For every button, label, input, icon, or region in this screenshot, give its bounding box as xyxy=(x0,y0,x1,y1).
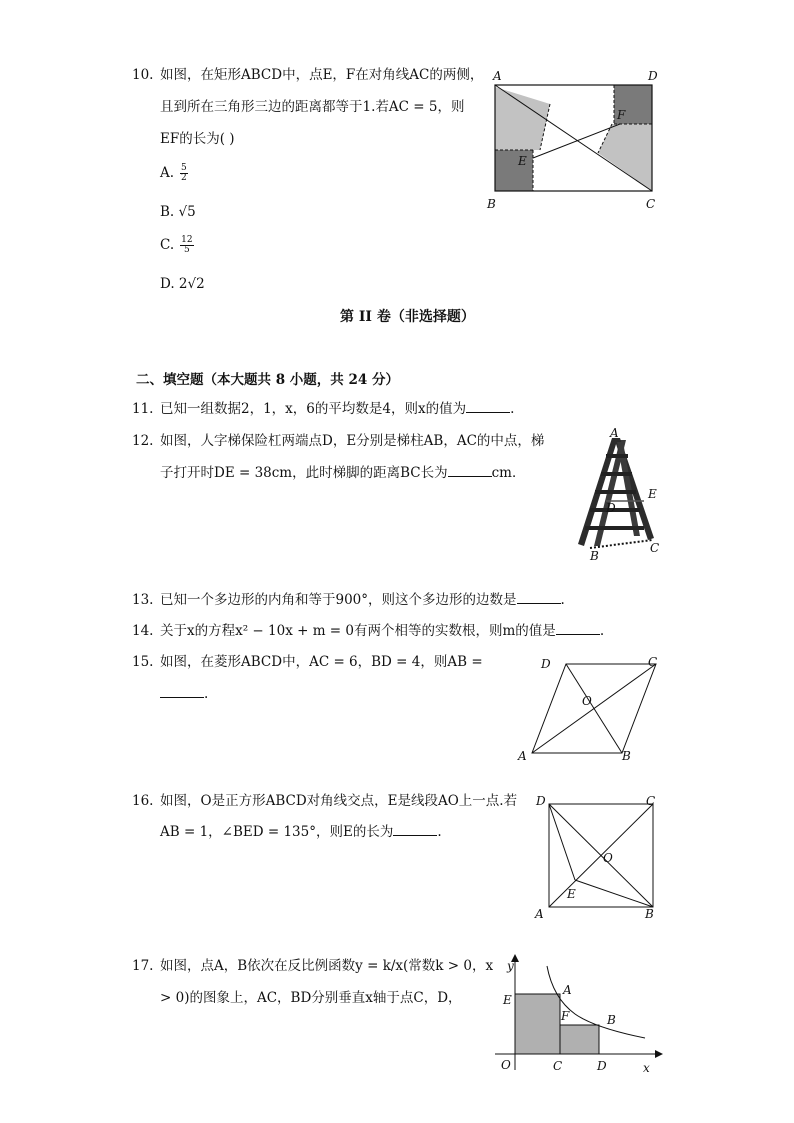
q16-label-o: O xyxy=(603,851,613,865)
q17-label-y: y xyxy=(507,959,514,973)
q17-line1: 如图，点A，B依次在反比例函数y = k/x(常数k > 0，x xyxy=(160,958,494,974)
q12-number: 12. xyxy=(132,433,154,449)
q11-period: . xyxy=(510,401,515,417)
q15-number: 15. xyxy=(132,654,154,670)
q10-option-a xyxy=(160,164,188,183)
q17-label-c: C xyxy=(553,1059,563,1073)
q15-answer-blank[interactable] xyxy=(160,685,204,698)
q16-segment-de xyxy=(549,804,575,880)
q15-period: . xyxy=(204,686,209,702)
q17-label-o: O xyxy=(501,1058,511,1072)
q17-x-axis-arrow-icon xyxy=(655,1050,663,1058)
q10-option-a-numerator: 5 xyxy=(181,163,187,173)
q17-label-e: E xyxy=(503,993,512,1007)
q10-line3: EF的长为( ) xyxy=(160,131,235,147)
q10-rectangle-figure xyxy=(480,62,670,212)
q13-period: . xyxy=(560,592,565,608)
q14-answer-blank[interactable] xyxy=(556,622,600,635)
q14-number: 14. xyxy=(132,623,154,639)
q13-text-body: 已知一个多边形的内角和等于900°，则这个多边形的边数是 xyxy=(160,592,517,608)
q10-option-a-label: A. xyxy=(160,165,175,181)
q12-label-b: B xyxy=(590,549,599,563)
q17-rect-oeac xyxy=(515,994,560,1054)
q15-label-a: A xyxy=(518,749,527,763)
q10-shaded-right-triangle xyxy=(598,124,652,191)
q17-line2: > 0)的图象上，AC，BD分别垂直x轴于点C，D， xyxy=(160,990,462,1006)
q10-dark-square-e xyxy=(495,150,533,191)
q16-period: . xyxy=(437,824,442,840)
q16-label-c: C xyxy=(646,794,656,808)
q10-label-f: F xyxy=(617,108,626,122)
q12-answer-blank[interactable] xyxy=(448,464,492,477)
q16-label-b: B xyxy=(645,907,654,921)
q16-line1: 如图，O是正方形ABCD对角线交点，E是线段AO上一点.若 xyxy=(160,793,518,809)
q14-text-body: 关于x的方程x² − 10x + m = 0有两个相等的实数根，则m的值是 xyxy=(160,623,556,639)
q12-label-a: A xyxy=(610,426,619,440)
q14-period: . xyxy=(599,623,605,639)
q15-label-o: O xyxy=(582,694,592,708)
q15-label-b: B xyxy=(622,749,631,763)
q12-line2 xyxy=(160,464,526,482)
q12-unit: cm． xyxy=(491,465,526,481)
q10-option-b: B. √5 xyxy=(160,204,196,220)
q10-line2: 且到所在三角形三边的距离都等于1.若AC = 5，则 xyxy=(160,99,465,115)
q15-rhombus-figure xyxy=(510,650,670,765)
q16-label-a: A xyxy=(535,907,544,921)
q16-number: 16. xyxy=(132,793,154,809)
q10-option-d: D. 2√2 xyxy=(160,276,205,292)
q17-rect-cfbd xyxy=(560,1025,599,1054)
q10-option-c-numerator: 12 xyxy=(181,235,193,245)
q17-label-f: F xyxy=(561,1009,570,1023)
q16-line2-body: AB = 1，∠BED = 135°，则E的长为 xyxy=(160,824,394,840)
q17-label-a: A xyxy=(563,983,572,997)
q10-label-e: E xyxy=(518,154,527,168)
q13-answer-blank[interactable] xyxy=(517,591,561,604)
q10-label-a: A xyxy=(493,69,502,83)
q14-text xyxy=(160,622,604,640)
q12-line1: 如图，人字梯保险杠两端点D，E分别是梯柱AB，AC的中点，梯 xyxy=(160,433,545,449)
q10-label-b: B xyxy=(487,197,496,211)
q10-option-c xyxy=(160,236,194,255)
q16-square-figure xyxy=(530,792,670,922)
q16-line2 xyxy=(160,823,442,841)
q11-answer-blank[interactable] xyxy=(466,400,510,413)
q10-option-c-denominator: 5 xyxy=(184,245,190,255)
q16-segment-eb xyxy=(575,880,653,907)
q10-label-d: D xyxy=(648,69,658,83)
part-two-title: 第 II 卷（非选择题） xyxy=(340,309,475,325)
q10-line1: 如图，在矩形ABCD中，点E，F在对角线AC的两侧， xyxy=(160,67,484,83)
q10-number: 10. xyxy=(132,67,154,83)
q15-label-d: D xyxy=(541,657,551,671)
q16-label-d: D xyxy=(536,794,546,808)
q15-line1: 如图，在菱形ABCD中，AC = 6，BD = 4，则AB = xyxy=(160,654,483,670)
q15-diagonal-bd xyxy=(566,664,622,753)
q12-label-c: C xyxy=(650,541,660,555)
q15-label-c: C xyxy=(648,655,658,669)
q11-number: 11. xyxy=(132,401,154,417)
q17-hyperbola-figure xyxy=(495,952,665,1077)
q12-label-e: E xyxy=(648,487,657,501)
q17-number: 17. xyxy=(132,958,154,974)
q17-label-b: B xyxy=(607,1013,616,1027)
q15-line2 xyxy=(160,685,208,703)
q11-text-body: 已知一组数据2，1，x，6的平均数是4，则x的值为 xyxy=(160,401,467,417)
q12-line2-body: 子打开时DE = 38cm，此时梯脚的距离BC长为 xyxy=(160,465,448,481)
q13-number: 13. xyxy=(132,592,154,608)
q17-label-x: x xyxy=(643,1061,650,1075)
q10-label-c: C xyxy=(646,197,656,211)
q10-option-c-label: C. xyxy=(160,237,175,253)
q16-answer-blank[interactable] xyxy=(393,823,437,836)
q13-text xyxy=(160,591,565,609)
q12-ladder-figure xyxy=(570,428,670,568)
section-fill-in-heading: 二、填空题（本大题共 8 小题，共 24 分） xyxy=(136,372,399,388)
q11-text xyxy=(160,400,514,418)
q10-option-a-denominator: 2 xyxy=(181,173,187,183)
q12-label-d: D xyxy=(606,501,616,515)
q17-label-d: D xyxy=(597,1059,607,1073)
q16-label-e: E xyxy=(567,887,576,901)
